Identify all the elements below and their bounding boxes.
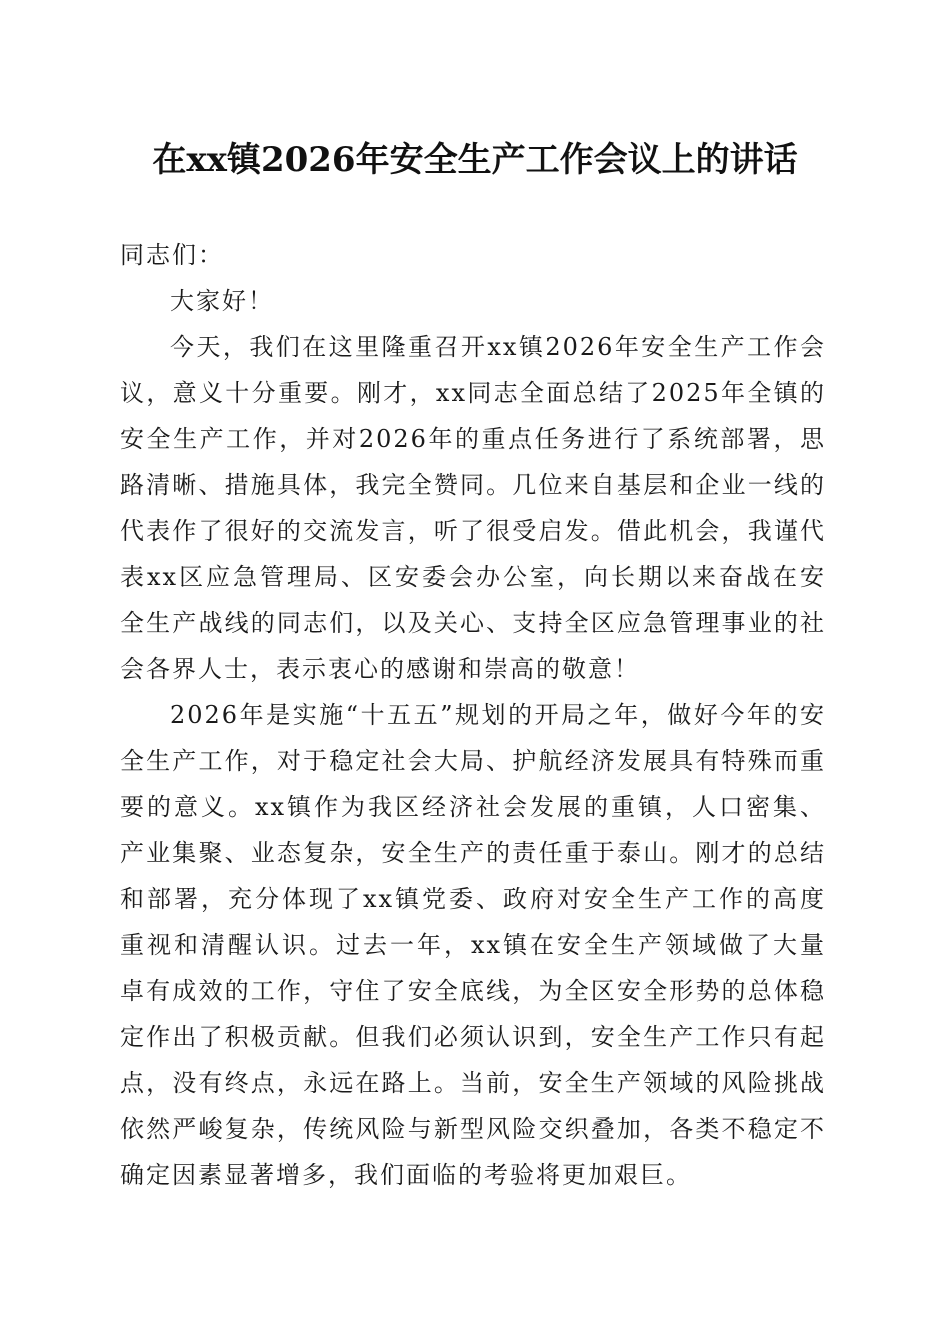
paragraph-greeting: 大家好！: [170, 287, 274, 315]
salutation: 同志们：: [120, 241, 224, 269]
document-title: 在xx镇2026年安全生产工作会议上的讲话: [152, 140, 798, 180]
paragraph-opening: 今天，我们在这里隆重召开xx镇2026年安全生产工作会议，意义十分重要。刚才，xx同志全面总结了2025年全镇的安全生产工作，并对2026年的重点任务进行了系统部署，思路清晰、措施具体，我完全赞同。几位来自基层和企业一线的代表作了很好的交流发言，听了很受启发。借此机会，我谨代表xx区应急管理局、区安委会办公室，向长期以来奋战在安全生产战线的同志们，以及关心、支持全区应急管理事业的社会各界人士，表示衷心的感谢和崇高的敬意！: [120, 333, 826, 683]
paragraph-situation: 2026年是实施“十五五”规划的开局之年，做好今年的安全生产工作，对于稳定社会大局、护航经济发展具有特殊而重要的意义。xx镇作为我区经济社会发展的重镇，人口密集、产业集聚、业态复杂，安全生产的责任重于泰山。刚才的总结和部署，充分体现了xx镇党委、政府对安全生产工作的高度重视和清醒认识。过去一年，xx镇在安全生产领域做了大量卓有成效的工作，守住了安全底线，为全区安全形势的总体稳定作出了积极贡献。但我们必须认识到，安全生产工作只有起点，没有终点，永远在路上。当前，安全生产领域的风险挑战依然严峻复杂，传统风险与新型风险交织叠加，各类不稳定不确定因素显著增多，我们面临的考验将更加艰巨。: [120, 701, 826, 1189]
document-body: [120, 232, 826, 1198]
